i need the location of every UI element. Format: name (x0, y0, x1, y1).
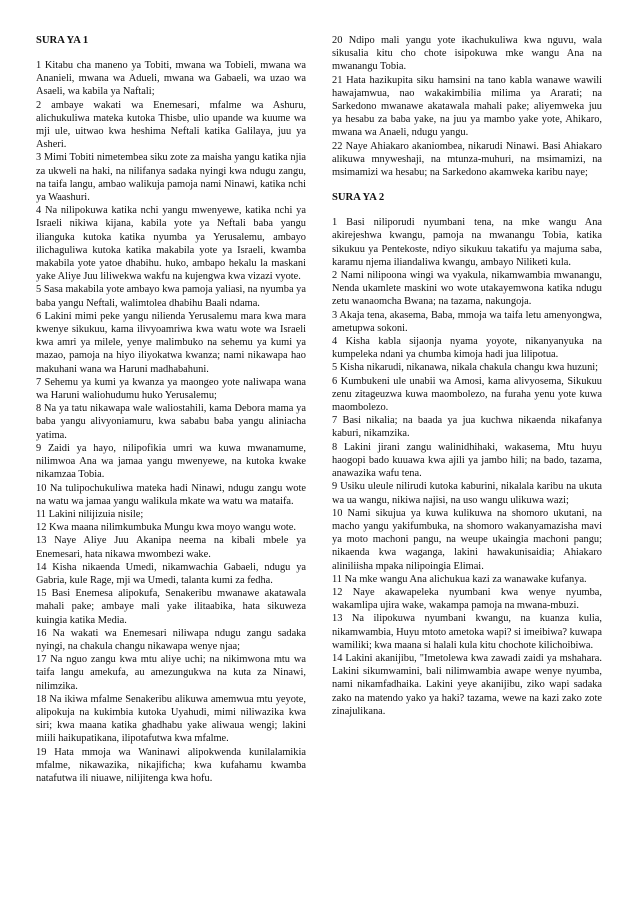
verse: 19 Hata mmoja wa Waninawi alipokwenda kunilalamikia mfalme, nikawazika, nikajificha; kwa kufahamu kwamba natafutwa ili niuawe, nilijitenga kwa hofu. (36, 746, 306, 784)
verse: 5 Kisha nikarudi, nikanawa, nikala chakula changu kwa huzuni; (332, 362, 599, 374)
verse: 11 Lakini nilijizuia nisile; (36, 508, 144, 520)
verse: 4 Kisha kabla sijaonja nyama yoyote, nikanyanyuka na kumpeleka ndani ya chumba kimoja hadi jua lilipotua. (332, 336, 602, 361)
verse: 18 Na ikiwa mfalme Senakeribu alikuwa amemwua mtu yeyote, alipokuja na kukimbia kutoka Uyahudi, mimi niliwazika kwa siri; kwa maana katika ghadhabu yake aliwaua wengi; lakini miili haikupatikana, ilipotafutwa kwa mfalme. (36, 693, 306, 745)
verse: 1 Kitabu cha maneno ya Tobiti, mwana wa Tobieli, mwana wa Ananieli, mwana wa Adueli, mwana wa Gabaeli, wa uzao wa Asaeli, wa kabila ya Naftali; (36, 60, 306, 98)
verse: 3 Mimi Tobiti nimetembea siku zote za maisha yangu katika njia za ukweli na haki, na nilifanya sadaka nyingi kwa ndugu zangu, na taifa langu, ambao walikuja pamoja nami Ninawi, katika nchi ya Waashuri. (36, 152, 306, 204)
verse: 2 Nami nilipoona wingi wa vyakula, nikamwambia mwanangu, Nenda ukamlete maskini wo wote utakayemwona katika ndugu zetu wanaomcha Bwana; na tazama, nakungoja. (332, 270, 602, 308)
verse: 2 ambaye wakati wa Enemesari, mfalme wa Ashuru, alichukuliwa mateka kutoka Thisbe, ulio upande wa kuume wa mji ule, uitwao kwa heshima Neftali katika Galilaya, juu ya Asheri. (36, 99, 306, 151)
verse: 8 Na ya tatu nikawapa wale waliostahili, kama Debora mama ya baba yangu alivyoniamuru, kwa sababu baba yangu aliniacha yatima. (36, 403, 306, 441)
verse: 13 Naye Aliye Juu Akanipa neema na kibali mbele ya Enemesari, hata nikawa mwombezi wake. (36, 535, 306, 560)
verse: 9 Zaidi ya hayo, nilipofikia umri wa kuwa mwanamume, nilimwoa Ana wa jamaa yangu mwenyewe, na kutoka kwake nikamzaa Tobia. (36, 442, 306, 481)
verse: 13 Na ilipokuwa nyumbani kwangu, na kuanza kulia, nikamwambia, Huyu mtoto ametoka wapi? si imeibiwa? kuwapa wamiliki; kwa maana si halali kula kitu chochote kilichoibiwa. (332, 613, 602, 651)
verse: 9 Usiku uleule nilirudi kutoka kaburini, nikalala karibu na ukuta wa ua wangu, nikiwa najisi, na uso wangu ulikuwa wazi; (332, 481, 602, 506)
verse: 11 Na mke wangu Ana alichukua kazi za wanawake kufanya. (332, 573, 587, 585)
verse: 14 Lakini akanijibu, "Imetolewa kwa zawadi zaidi ya mshahara. Lakini sikumwamini, bali nilimwambia awape wenye nyumba, nami nikamfadhaika. Lakini yeye akanijibu, ziko wapi sadaka zako na matendo yako ya haki? tazama, wewe na kazi zako zote zinajulikana. (332, 652, 602, 717)
chapter-1-continued-verses (332, 34, 602, 179)
verse: 8 Lakini jirani zangu walinidhihaki, wakasema, Mtu huyu haogopi bado kuuawa kwa ajili ya jambo hili; na bado, tazama, anawazika wafu tena. (332, 441, 602, 480)
verse: 6 Kumbukeni ule unabii wa Amosi, kama alivyosema, Sikukuu zenu zitageuzwa kuwa maombolezo, na furaha yenu yote kuwa maombolezo. (332, 375, 602, 414)
verse: 16 Na wakati wa Enemesari niliwapa ndugu zangu sadaka nyingi, na chakula changu nikawapa wenye njaa; (36, 627, 306, 652)
right-column (332, 34, 602, 902)
verse: 3 Akaja tena, akasema, Baba, mmoja wa taifa letu amenyongwa, ametupwa sokoni. (332, 309, 602, 334)
verse: 10 Nami sikujua ya kuwa kulikuwa na shomoro ukutani, na macho yangu yakifumbuka, na shomoro wakanyamazisha mavi ya moto machoni pangu, na weupe ukaingia machoni pangu; nikaenda kwa waganga, lakini hawakunisaidia; Ahiakaro aliniliisha mpaka nilipoingia Elimai. (332, 507, 602, 572)
chapter-heading-1: SURA YA 1 (36, 35, 89, 46)
verse: 12 Kwa maana nilimkumbuka Mungu kwa moyo wangu wote. (36, 522, 297, 534)
verse: 12 Naye akawapeleka nyumbani kwa wenye nyumba, wakamlipa ujira wake, wakampa pamoja na mwana-mbuzi. (332, 586, 602, 612)
verse: 7 Basi nikalia; na baada ya jua kuchwa nikaenda nikafanya kaburi, nikamzika. (332, 415, 602, 440)
verse: 7 Sehemu ya kumi ya kwanza ya maongeo yote naliwapa wana wa Haruni waliohudumu huko Yerusalemu; (36, 376, 306, 402)
chapter-1-verses (36, 59, 306, 785)
chapter-2-verses (332, 216, 602, 718)
verse: 20 Ndipo mali yangu yote ikachukuliwa kwa nguvu, wala sikusalia kitu cho chote isipokuwa mke wangu Ana na mwanangu Tobia. (332, 35, 602, 73)
left-column (36, 34, 306, 902)
verse: 4 Na nilipokuwa katika nchi yangu mwenyewe, katika nchi ya Israeli nikiwa kijana, kabila yote ya Neftali baba yangu ilianguka kutoka katika nyumba ya Yerusalemu, ambayo ilichaguliwa kutoka katika makabila yote ya Israeli, kwamba makabila yote yatoe dhabihu. huko, ambapo hekalu la maskani yake Aliye Juu liliwekwa wakfu na kujengwa kwa vizazi vyote. (36, 205, 306, 283)
verse: 1 Basi niliporudi nyumbani tena, na mke wangu Ana akirejeshwa kwangu, pamoja na mwanangu Tobia, katika sikukuu ya Pentekoste, ndiyo sikukuu takatifu ya majuma saba, karamu njema iliandaliwa kwangu, ambayo Niliketi kula. (332, 217, 602, 268)
verse: 17 Na nguo zangu kwa mtu aliye uchi; na nikimwona mtu wa taifa langu amekufa, au amezungukwa na kuta za Ninawi, nilimzika. (36, 654, 306, 692)
verse: 10 Na tulipochukuliwa mateka hadi Ninawi, ndugu zangu wote na watu wa jamaa yangu walikula mkate wa watu wa mataifa. (36, 482, 306, 507)
chapter-heading-2: SURA YA 2 (332, 192, 385, 204)
verse: 6 Lakini mimi peke yangu nilienda Yerusalemu mara kwa mara kwenye sikukuu, kama ilivyoamriwa kwa watu wote wa Israeli kwa amri ya milele, yenye malimbuko na sehemu ya kumi ya mazao, pamoja na hiyo iliyokatwa kwanza; nami nikawapa hao makuhani wana wa Haruni madhabahuni. (36, 310, 306, 375)
verse: 22 Naye Ahiakaro akaniombea, nikarudi Ninawi. Basi Ahiakaro alikuwa mnyweshaji, na mtunza-muhuri, na msimamizi, na msimamizi wa hesabu; na Sarkedono akamweka karibu naye; (332, 140, 602, 179)
verse: 14 Kisha nikaenda Umedi, nikamwachia Gabaeli, ndugu ya Gabria, kule Rage, mji wa Umedi, talanta kumi za fedha. (36, 561, 306, 586)
verse: 5 Sasa makabila yote ambayo kwa pamoja yaliasi, na nyumba ya baba yangu Neftali, walimtolea dhabihu Baali ndama. (36, 284, 306, 309)
verse: 15 Basi Enemesa alipokufa, Senakeribu mwanawe akatawala mahali pake; ambaye mali yake ilitaabika, hata sikuweza kuingia katika Media. (36, 588, 306, 626)
verse: 21 Hata hazikupita siku hamsini na tano kabla wanawe wawili hawajamwua, nao wakakimbilia milima ya Ararati; na Sarkedono mwanawe akatawala mahali pake; aliyemweka juu ya hesabu za baba yake, na juu ya mambo yake yote, Ahikaro, mwana wa Anaeli, ndugu yangu. (332, 74, 602, 139)
